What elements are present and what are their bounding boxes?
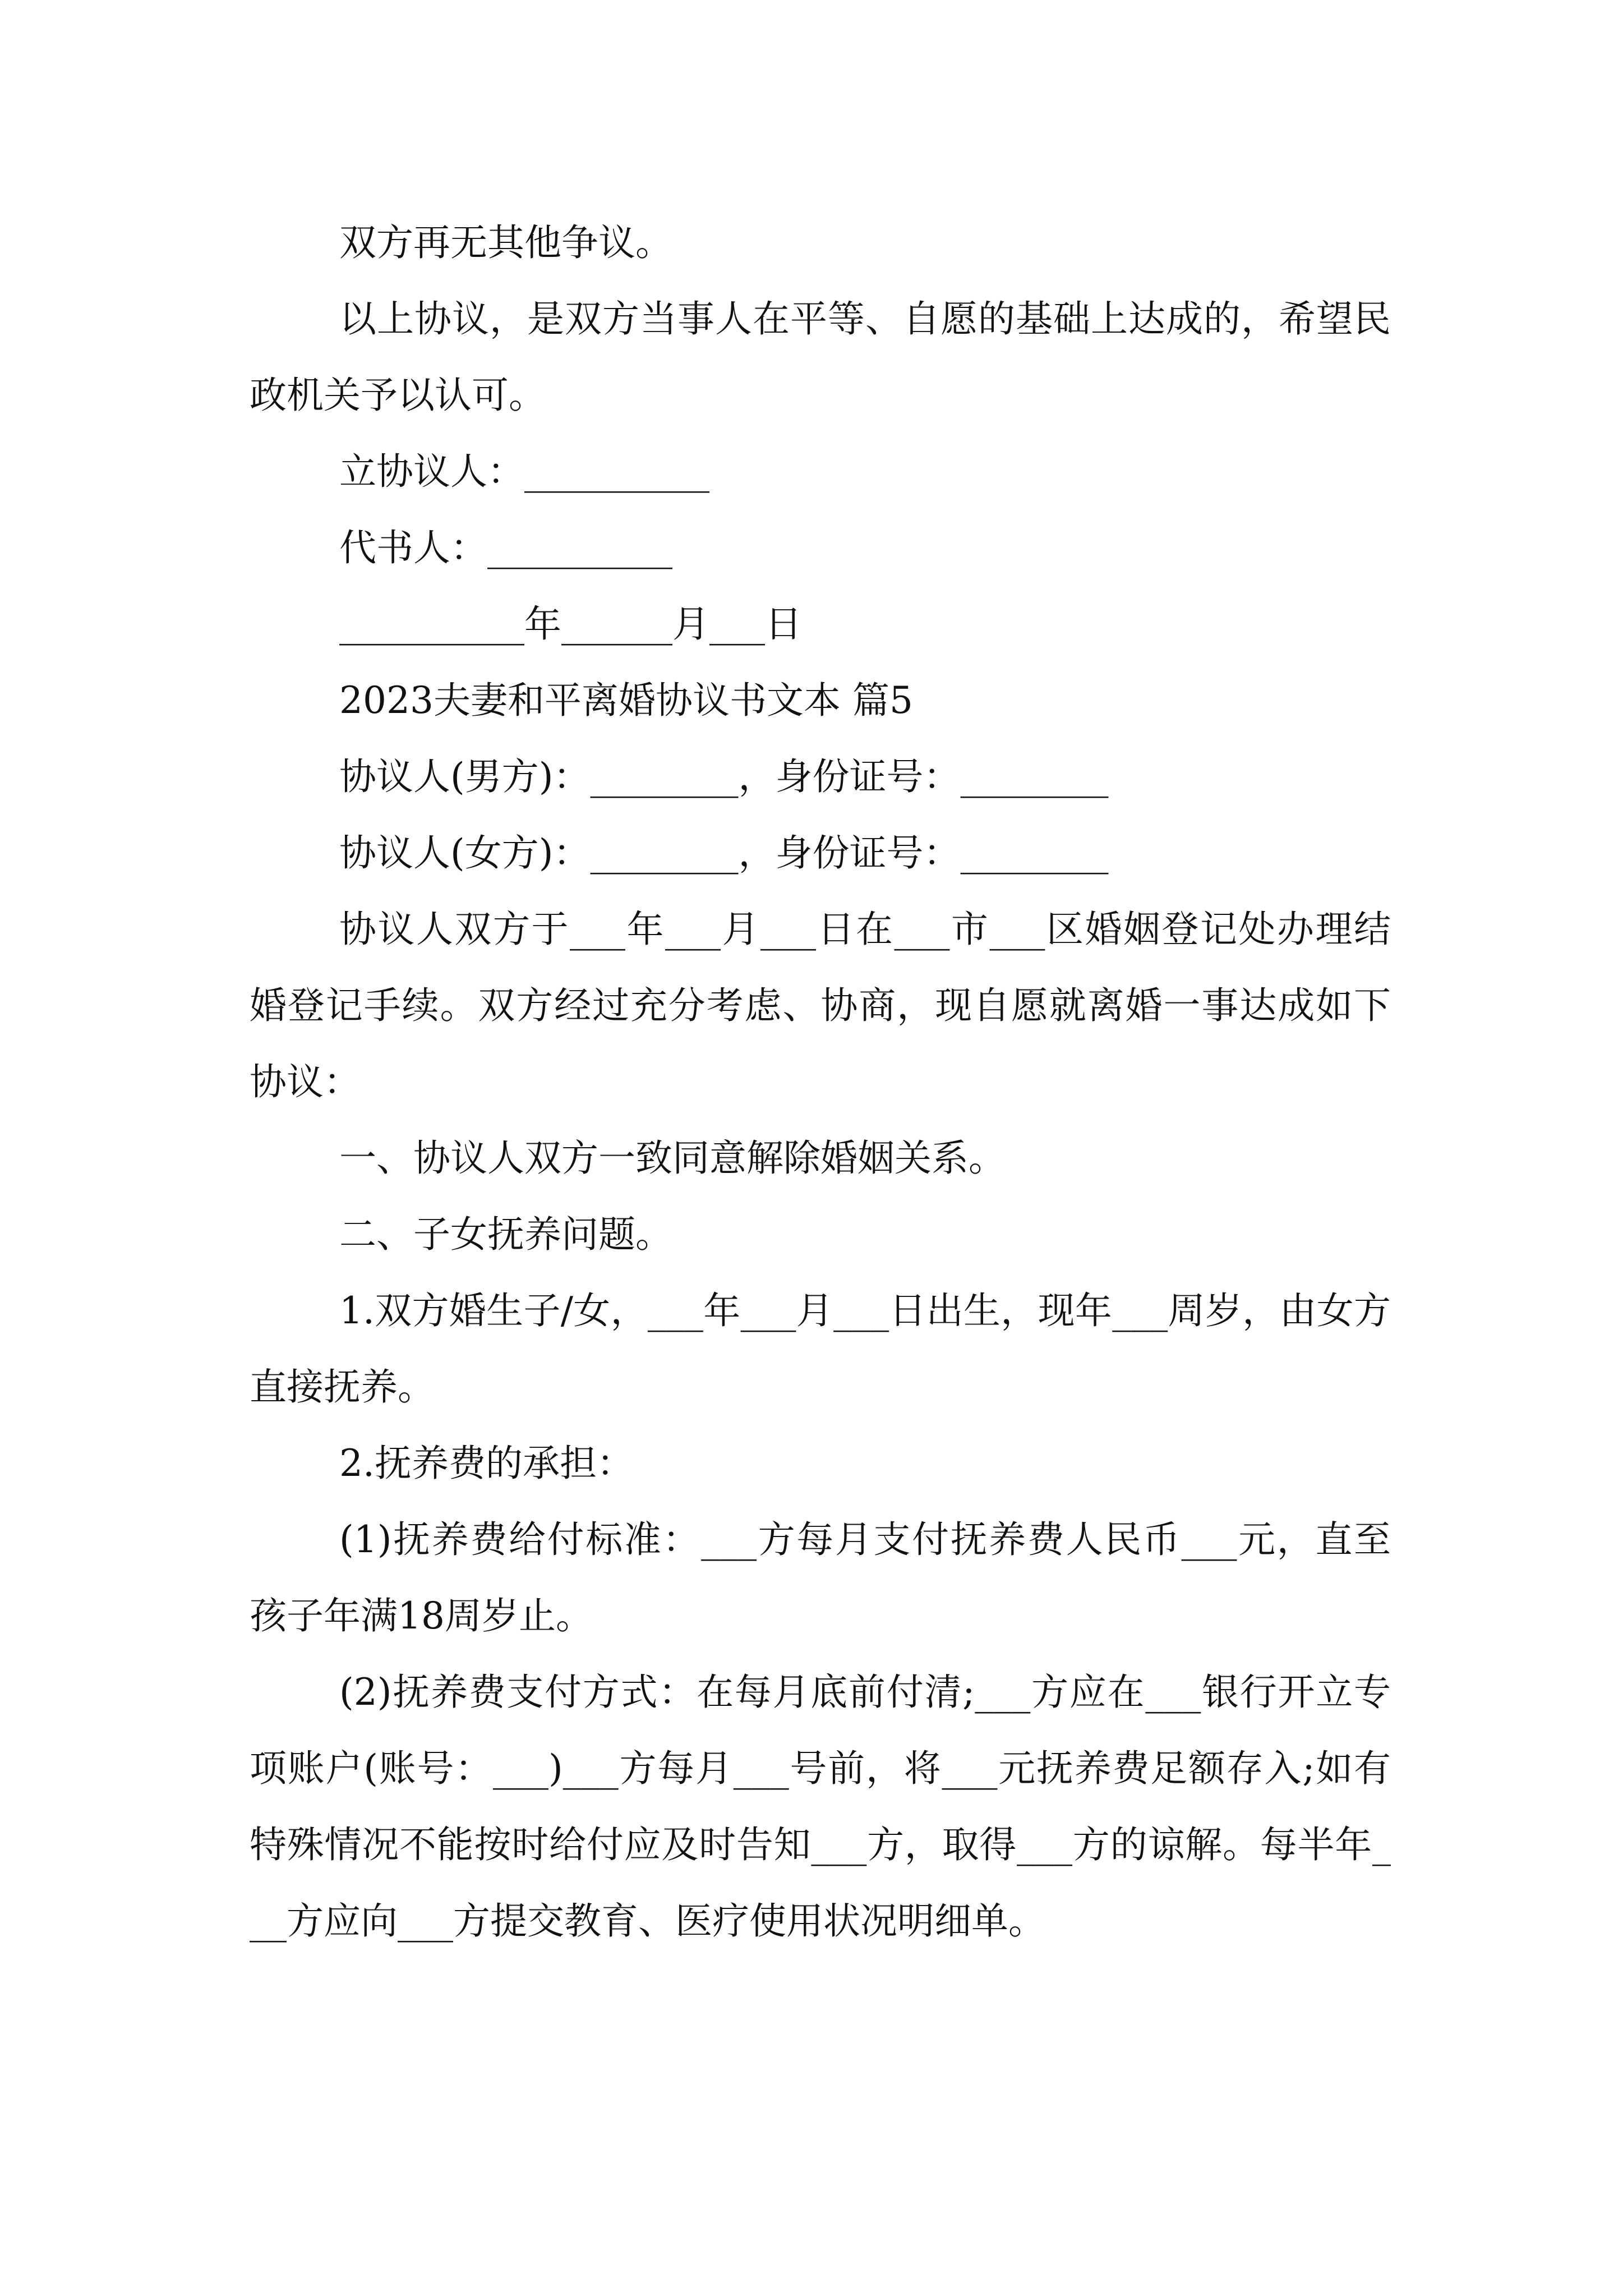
- party-female-line: 协议人(女方)：________，身份证号：________: [339, 831, 1109, 875]
- date-line: __________年______月___日: [339, 602, 802, 646]
- paragraph-no-dispute: 双方再无其他争议。: [339, 221, 672, 264]
- item-2-support-cost: 2.抚养费的承担：: [339, 1442, 634, 1485]
- item-1-child-info: 1.双方婚生子/女，___年___月___日出生，现年___周岁，由女方直接抚养。: [250, 1289, 1391, 1409]
- scribe-line: 代书人：__________: [339, 526, 672, 569]
- paragraph-agreement-statement: 以上协议，是双方当事人在平等、自愿的基础上达成的，希望民政机关予以认可。: [250, 297, 1391, 417]
- party-male-line: 协议人(男方)：________，身份证号：________: [339, 755, 1109, 798]
- document-body: [250, 205, 1391, 1959]
- item-2-2-payment-method: (2)抚养费支付方式：在每月底前付清;___方应在___银行开立专项账户(账号：___)___方每月___号前，将___元抚养费足额存入;如有特殊情况不能按时给付应及时告知___方，取得___方的谅解。每半年___方应向___方提交教育、医疗使用状况明细单。: [250, 1671, 1391, 1943]
- signer-line: 立协议人：__________: [339, 450, 709, 493]
- paragraph-marriage-registration: 协议人双方于___年___月___日在___市___区婚姻登记处办理结婚登记手续。双方经过充分考虑、协商，现自愿就离婚一事达成如下协议：: [250, 908, 1391, 1103]
- section-title: 2023夫妻和平离婚协议书文本 篇5: [339, 679, 913, 722]
- item-2-1-payment-standard: (1)抚养费给付标准：___方每月支付抚养费人民币___元，直至孩子年满18周岁止。: [250, 1518, 1391, 1637]
- clause-2-child-custody: 二、子女抚养问题。: [339, 1213, 672, 1256]
- clause-1-dissolution: 一、协议人双方一致同意解除婚姻关系。: [339, 1137, 1006, 1180]
